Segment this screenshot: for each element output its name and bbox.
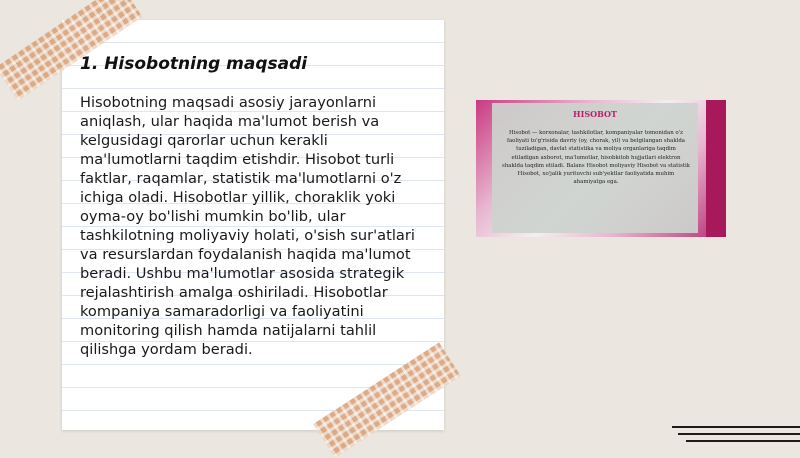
decorative-line: [686, 440, 800, 442]
thumbnail-accent-band: [706, 100, 726, 237]
thumbnail-card: [492, 103, 698, 233]
thumbnail-text: Hisobot — korxonalar, tashkilotlar, kompaniyalar tomonidan o'z faoliyati to'g'risida davriy (oy, chorak, yil) va belgilangan shaklda tuziladigan, davlat statistika va moliya organlariga taqdim etiladigan axborot, ma'lumotlar, hisobkitob hujjatlari elektron shaklda taqdim etiladi. Balans Hisobot moliyaviy Hisobot va statistik Hisobot, xo'jalik yurituvchi sub'yektlar faoliyatida muhim ahamiyatga ega.: [502, 130, 690, 186]
hisobot-thumbnail-image: [476, 100, 726, 237]
thumbnail-title: HISOBOT: [573, 109, 617, 119]
decorative-line: [678, 433, 800, 435]
slide-heading: 1. Hisobotning maqsadi: [80, 54, 308, 74]
decorative-line: [672, 426, 800, 428]
decorative-lines: [672, 424, 800, 444]
slide-paragraph: Hisobotning maqsadi asosiy jarayonlarni aniqlash, ular haqida ma'lumot berish va kelgusidagi qarorlar uchun kerakli ma'lumotlarni taqdim etishdir. Hisobot turli faktlar, raqamlar, statistik ma'lumotlarni o'z ichiga oladi. Hisobotlar yillik, choraklik yoki oyma-oy bo'lishi mumkin bo'lib, ular tashkilotning moliyaviy holati, o'sish sur'atlari va resurslardan foydalanish haqida ma'lumot beradi. Ushbu ma'lumotlar asosida strategik rejalashtirish amalga oshiriladi. Hisobotlar kompaniya samaradorligi va faoliyatini monitoring qilish hamda natijalarni tahlil qilishga yordam beradi.: [80, 94, 415, 358]
